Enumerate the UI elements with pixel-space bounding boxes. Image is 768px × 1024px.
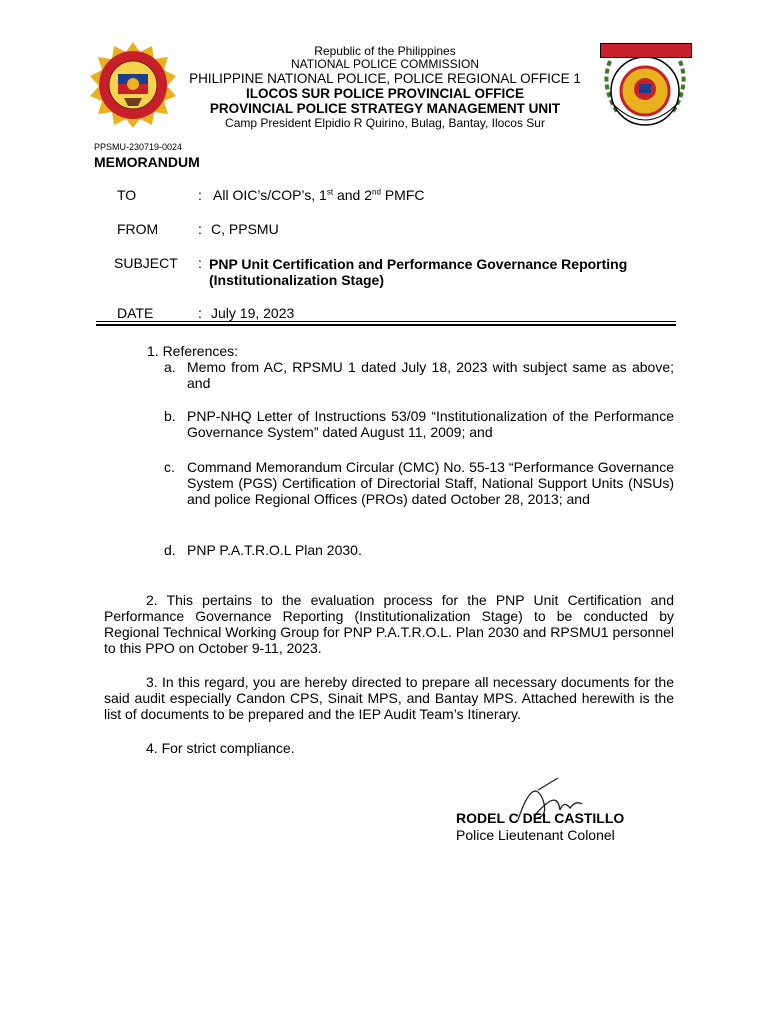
paragraph-references: 1. References: xyxy=(147,343,239,359)
paragraph-4: 4. For strict compliance. xyxy=(146,740,295,756)
header-divider-top xyxy=(96,321,676,322)
signatory-rank: Police Lieutenant Colonel xyxy=(456,827,615,843)
memo-title: MEMORANDUM xyxy=(94,154,200,170)
reference-letter-c: c. xyxy=(164,459,175,475)
date-label: DATE xyxy=(117,305,154,321)
paragraph-2: 2. This pertains to the evaluation process for the PNP Unit Certification and Performance Governance Reporting (Institutionalization Stage) to be conducted by Regional Technical Working Group for PNP P.A.T.R.O.L. Plan 2030 and RPSMU1 personnel to this PPO on October 9-11, 2023. xyxy=(104,592,674,656)
subject-value: PNP Unit Certification and Performance Governance Reporting (Institutionalization Stage) xyxy=(209,256,628,288)
letterhead-unit: PROVINCIAL POLICE STRATEGY MANAGEMENT UNIT xyxy=(209,101,561,116)
letterhead-address: Camp President Elpidio R Quirino, Bulag, Bantay, Ilocos Sur xyxy=(225,116,545,130)
date-colon: : xyxy=(198,305,202,321)
letterhead-ppo: ILOCOS SUR POLICE PROVINCIAL OFFICE xyxy=(245,86,525,101)
from-label: FROM xyxy=(117,221,159,237)
reference-item-b: PNP-NHQ Letter of Instructions 53/09 “Institutionalization of the Performance Governance System” dated August 11, 2009; and xyxy=(187,408,674,440)
reference-item-c: Command Memorandum Circular (CMC) No. 55-13 “Performance Governance System (PGS) Certification of Directorial Staff, National Support Units (NSUs) and police Regional Offices (PROs) dated October 28, 2013; and xyxy=(187,459,674,507)
reference-letter-a: a. xyxy=(164,359,176,375)
to-value: All OIC’s/COP’s, 1st and 2nd PMFC xyxy=(213,187,425,203)
subject-label: SUBJECT xyxy=(114,255,178,271)
memo-reference-number: PPSMU-230719-0024 xyxy=(94,142,183,152)
to-label: TO xyxy=(117,187,137,203)
header-divider-bottom xyxy=(96,324,676,326)
to-colon: : xyxy=(198,187,202,203)
reference-item-a: Memo from AC, RPSMU 1 dated July 18, 2023 with subject same as above; and xyxy=(187,359,674,391)
signatory-name: RODEL C DEL CASTILLO xyxy=(456,810,625,826)
date-value: July 19, 2023 xyxy=(211,305,295,321)
paragraph-3: 3. In this regard, you are hereby directed to prepare all necessary documents for the said audit especially Candon CPS, Sinait MPS, and Bantay MPS. Attached herewith is the list of documents to be prepared and the IEP Audit Team’s Itinerary. xyxy=(104,674,674,722)
reference-letter-d: d. xyxy=(164,542,176,558)
letterhead-pnp-pro1: PHILIPPINE NATIONAL POLICE, POLICE REGIONAL OFFICE 1 xyxy=(189,71,581,86)
from-value: C, PPSMU xyxy=(211,221,279,237)
reference-item-d: PNP P.A.T.R.O.L Plan 2030. xyxy=(187,542,362,558)
subject-colon: : xyxy=(198,255,202,271)
reference-letter-b: b. xyxy=(164,408,176,424)
letterhead-napolcom: NATIONAL POLICE COMMISSION xyxy=(290,57,480,71)
letterhead-republic: Republic of the Philippines xyxy=(314,44,456,58)
from-colon: : xyxy=(198,221,202,237)
